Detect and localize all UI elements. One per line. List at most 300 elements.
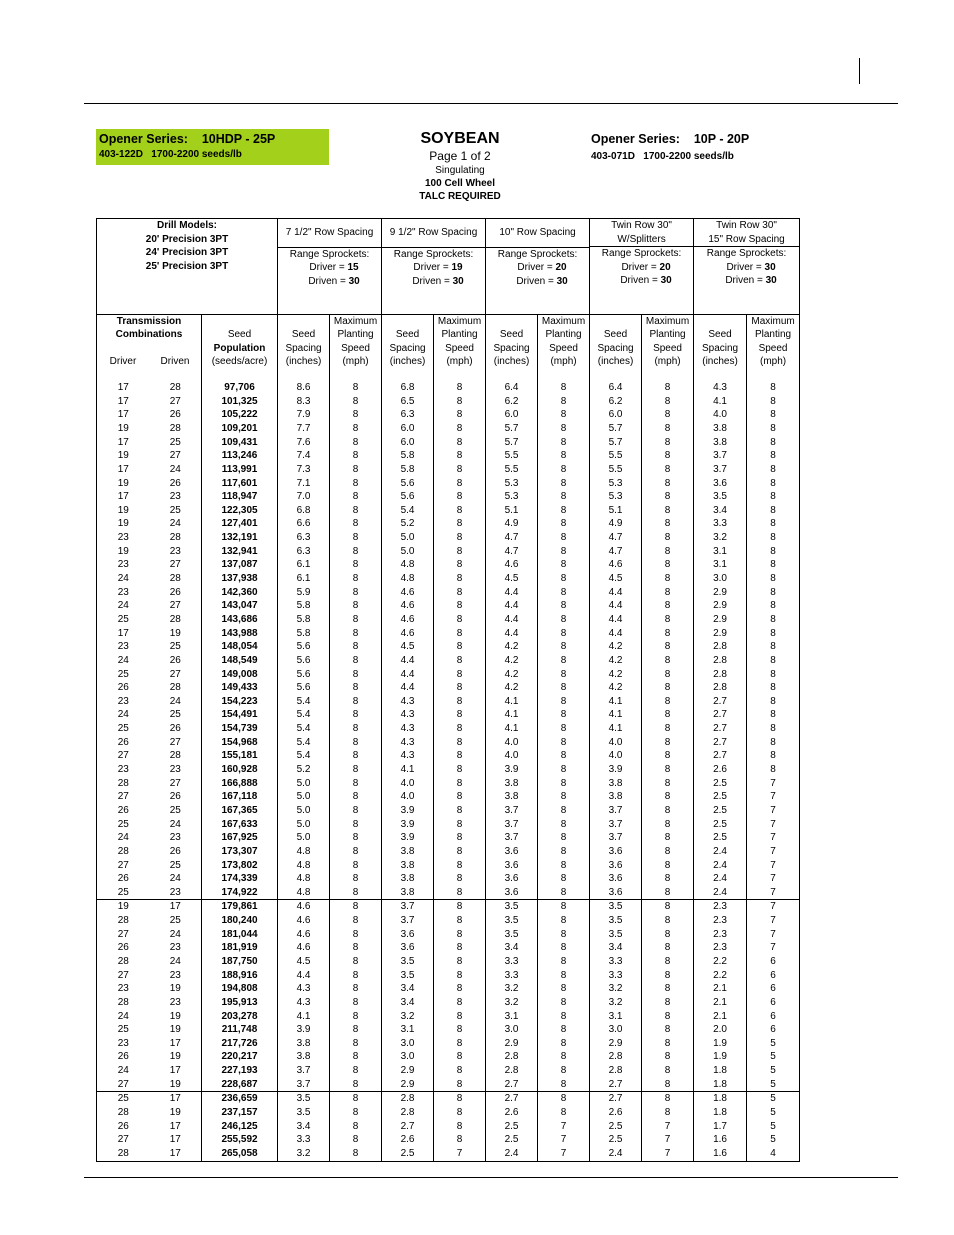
table-cell: 26 <box>97 941 150 955</box>
table-cell: 8 <box>538 599 590 613</box>
spacing-header-1: 7 1/2" Row Spacing <box>278 219 382 248</box>
table-cell: 8 <box>330 463 382 477</box>
table-cell: 8 <box>434 395 486 409</box>
spacing-col-header: Seed Spacing (inches) <box>382 314 434 369</box>
table-row <box>97 831 800 845</box>
table-cell: 154,739 <box>202 722 278 736</box>
table-cell: 7 <box>538 1133 590 1147</box>
table-cell: 4.2 <box>590 654 642 668</box>
table-cell: 3.8 <box>590 777 642 791</box>
sprocket-cell-1: Range Sprockets: Driver = 15 Driven = 30 <box>278 247 382 314</box>
table-cell: 237,157 <box>202 1106 278 1120</box>
table-cell: 19 <box>150 982 202 996</box>
table-cell: 3.8 <box>694 436 747 450</box>
table-cell: 6.0 <box>382 422 434 436</box>
table-row <box>97 545 800 559</box>
table-cell: 8 <box>642 408 694 422</box>
table-cell: 3.6 <box>486 886 538 900</box>
table-row <box>97 722 800 736</box>
table-cell: 8 <box>330 545 382 559</box>
table-cell: 4.6 <box>278 914 330 928</box>
table-cell: 7 <box>747 941 800 955</box>
table-cell: 2.8 <box>694 640 747 654</box>
table-cell: 5.4 <box>278 695 330 709</box>
table-cell: 180,240 <box>202 914 278 928</box>
table-cell: 2.5 <box>590 1133 642 1147</box>
table-cell: 8 <box>434 517 486 531</box>
table-cell: 8 <box>330 941 382 955</box>
table-cell: 5.3 <box>590 490 642 504</box>
table-cell: 109,431 <box>202 436 278 450</box>
table-cell: 5 <box>747 1092 800 1106</box>
table-cell: 8 <box>538 1064 590 1078</box>
table-cell: 8 <box>642 749 694 763</box>
table-cell: 8 <box>642 1023 694 1037</box>
table-cell: 3.1 <box>694 558 747 572</box>
table-cell: 17 <box>150 1037 202 1051</box>
table-cell: 8 <box>642 422 694 436</box>
table-cell: 8 <box>747 531 800 545</box>
table-cell: 4.8 <box>382 572 434 586</box>
table-cell: 8 <box>330 1078 382 1092</box>
table-cell: 8 <box>330 818 382 832</box>
table-cell: 17 <box>150 1133 202 1147</box>
table-cell: 8 <box>330 914 382 928</box>
table-cell: 5.3 <box>486 490 538 504</box>
table-row <box>97 1010 800 1024</box>
table-cell: 8.3 <box>278 395 330 409</box>
table-cell: 8 <box>330 517 382 531</box>
table-cell: 3.5 <box>382 969 434 983</box>
table-cell: 8 <box>434 613 486 627</box>
table-cell: 8 <box>642 436 694 450</box>
table-row <box>97 586 800 600</box>
table-cell: 2.7 <box>590 1078 642 1092</box>
table-cell: 143,988 <box>202 627 278 641</box>
table-cell: 3.4 <box>278 1120 330 1134</box>
table-cell: 8 <box>642 982 694 996</box>
table-cell: 17 <box>97 627 150 641</box>
opener-right-label: Opener Series: <box>591 132 680 146</box>
table-cell: 220,217 <box>202 1050 278 1064</box>
table-cell: 8 <box>642 572 694 586</box>
table-cell: 4.1 <box>486 695 538 709</box>
table-cell: 4.4 <box>590 627 642 641</box>
opener-left-series: 10HDP - 25P <box>201 132 276 146</box>
table-cell: 8 <box>538 1078 590 1092</box>
table-cell: 4.4 <box>382 681 434 695</box>
table-cell: 8 <box>330 436 382 450</box>
table-cell: 2.8 <box>590 1064 642 1078</box>
table-cell: 19 <box>97 477 150 491</box>
table-cell: 5 <box>747 1078 800 1092</box>
drill-models-cell <box>97 219 278 315</box>
table-cell: 2.8 <box>694 668 747 682</box>
table-cell: 8 <box>642 900 694 914</box>
table-cell: 8 <box>330 763 382 777</box>
table-row <box>97 955 800 969</box>
sprocket-cell-5: Range Sprockets: Driver = 30 Driven = 30 <box>694 247 800 314</box>
table-cell: 6.5 <box>382 395 434 409</box>
table-cell: 8 <box>434 900 486 914</box>
table-cell: 3.4 <box>382 996 434 1010</box>
table-cell: 8 <box>538 1092 590 1106</box>
table-cell: 2.8 <box>694 654 747 668</box>
table-cell: 5.0 <box>382 545 434 559</box>
table-cell: 3.2 <box>382 1010 434 1024</box>
table-row <box>97 914 800 928</box>
table-cell: 3.6 <box>590 858 642 872</box>
table-row <box>97 681 800 695</box>
table-cell: 8 <box>538 763 590 777</box>
table-cell: 8 <box>330 928 382 942</box>
table-cell: 8 <box>434 463 486 477</box>
table-cell: 8 <box>538 436 590 450</box>
table-cell: 8 <box>330 558 382 572</box>
table-cell: 8 <box>538 558 590 572</box>
table-cell: 8 <box>434 545 486 559</box>
table-cell: 25 <box>97 818 150 832</box>
table-cell: 8 <box>642 531 694 545</box>
table-cell: 8 <box>538 668 590 682</box>
table-cell: 8 <box>747 558 800 572</box>
table-cell: 4.6 <box>382 627 434 641</box>
table-cell: 8 <box>747 654 800 668</box>
table-cell: 2.0 <box>694 1023 747 1037</box>
table-cell: 4.0 <box>590 749 642 763</box>
table-cell: 23 <box>97 982 150 996</box>
table-cell: 8 <box>434 1078 486 1092</box>
table-cell: 8 <box>642 722 694 736</box>
table-cell: 2.8 <box>486 1064 538 1078</box>
table-cell: 3.9 <box>382 804 434 818</box>
table-cell: 5.8 <box>278 627 330 641</box>
table-cell: 6.4 <box>590 381 642 395</box>
table-cell: 28 <box>150 613 202 627</box>
table-cell: 137,938 <box>202 572 278 586</box>
table-row <box>97 695 800 709</box>
spacing-header-5: Twin Row 30" 15" Row Spacing <box>694 219 800 248</box>
table-cell: 2.6 <box>590 1106 642 1120</box>
table-cell: 25 <box>150 708 202 722</box>
table-cell: 8 <box>330 572 382 586</box>
table-cell: 5.0 <box>278 790 330 804</box>
table-cell: 2.7 <box>486 1078 538 1092</box>
table-cell: 148,549 <box>202 654 278 668</box>
table-cell: 8 <box>434 531 486 545</box>
table-cell: 8 <box>434 422 486 436</box>
table-cell: 187,750 <box>202 955 278 969</box>
table-row <box>97 790 800 804</box>
table-cell: 4.7 <box>590 531 642 545</box>
table-cell: 25 <box>97 613 150 627</box>
spacing-col-header: Seed Spacing (inches) <box>278 314 330 369</box>
table-cell: 3.2 <box>590 996 642 1010</box>
table-cell: 1.9 <box>694 1050 747 1064</box>
table-cell: 4.6 <box>278 941 330 955</box>
table-cell: 3.2 <box>278 1147 330 1161</box>
table-cell: 3.6 <box>590 845 642 859</box>
table-cell: 8 <box>747 517 800 531</box>
table-cell: 8 <box>642 627 694 641</box>
table-cell: 8 <box>538 681 590 695</box>
table-cell: 8 <box>330 1010 382 1024</box>
table-cell: 23 <box>97 1037 150 1051</box>
table-cell: 8 <box>538 969 590 983</box>
table-cell: 8 <box>538 517 590 531</box>
table-cell: 4.8 <box>278 872 330 886</box>
table-cell: 3.2 <box>486 996 538 1010</box>
table-cell: 143,686 <box>202 613 278 627</box>
table-cell: 7 <box>747 928 800 942</box>
table-cell: 174,339 <box>202 872 278 886</box>
table-cell: 8 <box>330 395 382 409</box>
table-cell: 3.2 <box>486 982 538 996</box>
table-cell: 27 <box>97 749 150 763</box>
table-cell: 5.4 <box>278 736 330 750</box>
opener-right-seeds: 1700-2200 seeds/lb <box>643 151 734 162</box>
table-cell: 2.3 <box>694 900 747 914</box>
table-cell: 24 <box>97 599 150 613</box>
table-cell: 1.8 <box>694 1078 747 1092</box>
table-cell: 8 <box>434 504 486 518</box>
cell-wheel: 100 Cell Wheel <box>424 178 496 189</box>
table-row <box>97 886 800 900</box>
table-cell: 8 <box>747 599 800 613</box>
table-cell: 5 <box>747 1133 800 1147</box>
table-cell: 3.6 <box>382 928 434 942</box>
table-cell: 8 <box>434 599 486 613</box>
speed-col-header: Maximum Planting Speed (mph) <box>330 314 382 369</box>
table-cell: 3.3 <box>694 517 747 531</box>
table-cell: 4.2 <box>486 681 538 695</box>
table-cell: 4.0 <box>382 790 434 804</box>
table-cell: 8 <box>642 708 694 722</box>
table-cell: 8 <box>538 490 590 504</box>
table-cell: 5.0 <box>278 804 330 818</box>
table-cell: 8 <box>434 763 486 777</box>
table-cell: 3.5 <box>486 900 538 914</box>
table-cell: 4.8 <box>278 886 330 900</box>
table-cell: 143,047 <box>202 599 278 613</box>
opener-right-series: 10P - 20P <box>693 132 750 146</box>
table-cell: 1.8 <box>694 1064 747 1078</box>
table-cell: 24 <box>97 708 150 722</box>
seed-rate-rows <box>97 381 800 1161</box>
table-cell: 3.9 <box>382 831 434 845</box>
table-cell: 8 <box>434 1106 486 1120</box>
table-cell: 2.4 <box>694 845 747 859</box>
table-cell: 2.5 <box>486 1133 538 1147</box>
table-cell: 5.1 <box>486 504 538 518</box>
table-cell: 8 <box>434 858 486 872</box>
table-cell: 2.4 <box>694 858 747 872</box>
footer-rule <box>84 1177 898 1178</box>
table-cell: 8 <box>642 845 694 859</box>
table-cell: 26 <box>150 654 202 668</box>
table-cell: 8 <box>434 1064 486 1078</box>
table-cell: 27 <box>97 969 150 983</box>
table-cell: 8 <box>642 504 694 518</box>
table-cell: 8 <box>747 749 800 763</box>
table-cell: 24 <box>150 463 202 477</box>
table-cell: 26 <box>150 408 202 422</box>
table-cell: 5.3 <box>486 477 538 491</box>
table-cell: 4.1 <box>694 395 747 409</box>
table-row <box>97 1133 800 1147</box>
table-cell: 8 <box>538 408 590 422</box>
opener-left-label: Opener Series: <box>99 132 188 146</box>
table-cell: 8 <box>642 668 694 682</box>
table-cell: 28 <box>150 381 202 395</box>
table-cell: 27 <box>97 1133 150 1147</box>
table-cell: 5.5 <box>590 449 642 463</box>
table-cell: 4.1 <box>382 763 434 777</box>
table-cell: 19 <box>150 1078 202 1092</box>
table-cell: 8 <box>330 477 382 491</box>
sprocket-cell-3: Range Sprockets: Driver = 20 Driven = 30 <box>486 247 590 314</box>
table-cell: 8 <box>330 1092 382 1106</box>
table-cell: 4.0 <box>486 749 538 763</box>
table-cell: 6.3 <box>278 531 330 545</box>
table-cell: 6.8 <box>278 504 330 518</box>
header-rule <box>84 103 898 104</box>
opener-left-part: 403-122D <box>99 149 143 160</box>
table-cell: 8 <box>538 708 590 722</box>
table-cell: 6.0 <box>590 408 642 422</box>
table-cell: 2.3 <box>694 941 747 955</box>
table-cell: 26 <box>97 736 150 750</box>
table-cell: 3.2 <box>694 531 747 545</box>
table-cell: 4.4 <box>382 654 434 668</box>
table-cell: 3.1 <box>590 1010 642 1024</box>
table-cell: 2.9 <box>694 599 747 613</box>
table-cell: 3.4 <box>382 982 434 996</box>
table-cell: 6.0 <box>382 436 434 450</box>
table-cell: 8 <box>747 640 800 654</box>
table-cell: 118,947 <box>202 490 278 504</box>
table-cell: 8 <box>747 395 800 409</box>
table-cell: 1.6 <box>694 1133 747 1147</box>
table-cell: 8 <box>642 1037 694 1051</box>
table-cell: 2.3 <box>694 928 747 942</box>
table-cell: 8 <box>642 818 694 832</box>
table-cell: 6 <box>747 1023 800 1037</box>
table-cell: 8 <box>434 969 486 983</box>
table-cell: 149,433 <box>202 681 278 695</box>
table-cell: 8 <box>434 1050 486 1064</box>
table-cell: 8 <box>538 395 590 409</box>
table-cell: 188,916 <box>202 969 278 983</box>
table-cell: 8 <box>538 777 590 791</box>
table-cell: 28 <box>97 1147 150 1161</box>
table-cell: 3.5 <box>382 955 434 969</box>
table-cell: 8 <box>434 586 486 600</box>
speed-col-header: Maximum Planting Speed (mph) <box>747 314 800 369</box>
table-cell: 4.3 <box>382 695 434 709</box>
table-cell: 3.5 <box>486 928 538 942</box>
table-cell: 19 <box>97 900 150 914</box>
table-cell: 8 <box>538 1037 590 1051</box>
table-cell: 4.8 <box>278 845 330 859</box>
table-cell: 8 <box>330 858 382 872</box>
table-cell: 132,191 <box>202 531 278 545</box>
table-cell: 2.2 <box>694 955 747 969</box>
table-cell: 7 <box>747 804 800 818</box>
table-cell: 8 <box>434 1092 486 1106</box>
table-cell: 17 <box>97 490 150 504</box>
table-cell: 8 <box>434 408 486 422</box>
table-cell: 19 <box>150 1106 202 1120</box>
table-cell: 5.8 <box>382 463 434 477</box>
crop-title: SOYBEAN <box>420 130 500 147</box>
table-cell: 8 <box>538 749 590 763</box>
table-cell: 4.7 <box>486 531 538 545</box>
table-cell: 8 <box>747 422 800 436</box>
table-cell: 6 <box>747 955 800 969</box>
table-row <box>97 599 800 613</box>
table-cell: 7 <box>747 790 800 804</box>
table-cell: 25 <box>97 886 150 900</box>
table-cell: 8 <box>434 996 486 1010</box>
table-cell: 3.4 <box>590 941 642 955</box>
table-cell: 2.5 <box>694 831 747 845</box>
table-cell: 8 <box>330 996 382 1010</box>
table-cell: 2.8 <box>382 1106 434 1120</box>
table-cell: 8 <box>538 818 590 832</box>
table-cell: 28 <box>97 777 150 791</box>
table-cell: 27 <box>97 928 150 942</box>
table-cell: 7 <box>747 886 800 900</box>
table-cell: 8 <box>642 395 694 409</box>
table-cell: 8 <box>747 613 800 627</box>
spacing-col-header: Seed Spacing (inches) <box>590 314 642 369</box>
table-cell: 8 <box>747 545 800 559</box>
table-cell: 24 <box>97 572 150 586</box>
speed-col-header: Maximum Planting Speed (mph) <box>538 314 590 369</box>
table-cell: 8 <box>330 681 382 695</box>
table-cell: 8 <box>434 1023 486 1037</box>
table-cell: 8 <box>330 490 382 504</box>
table-cell: 25 <box>150 804 202 818</box>
table-cell: 8 <box>642 477 694 491</box>
table-cell: 8 <box>434 695 486 709</box>
table-row <box>97 1064 800 1078</box>
table-cell: 3.1 <box>486 1010 538 1024</box>
table-cell: 3.7 <box>694 449 747 463</box>
table-cell: 4.4 <box>590 599 642 613</box>
table-cell: 3.8 <box>486 790 538 804</box>
table-cell: 7.3 <box>278 463 330 477</box>
table-row <box>97 531 800 545</box>
table-cell: 19 <box>150 627 202 641</box>
table-cell: 8 <box>642 1064 694 1078</box>
table-cell: 26 <box>150 790 202 804</box>
table-cell: 23 <box>150 941 202 955</box>
table-cell: 17 <box>150 1092 202 1106</box>
table-cell: 26 <box>97 804 150 818</box>
table-cell: 8 <box>538 627 590 641</box>
table-cell: 23 <box>97 640 150 654</box>
table-cell: 28 <box>97 845 150 859</box>
table-cell: 8 <box>642 831 694 845</box>
table-cell: 7 <box>747 818 800 832</box>
table-cell: 101,325 <box>202 395 278 409</box>
table-cell: 17 <box>97 395 150 409</box>
table-cell: 8 <box>434 477 486 491</box>
table-cell: 19 <box>97 517 150 531</box>
table-cell: 8 <box>642 736 694 750</box>
